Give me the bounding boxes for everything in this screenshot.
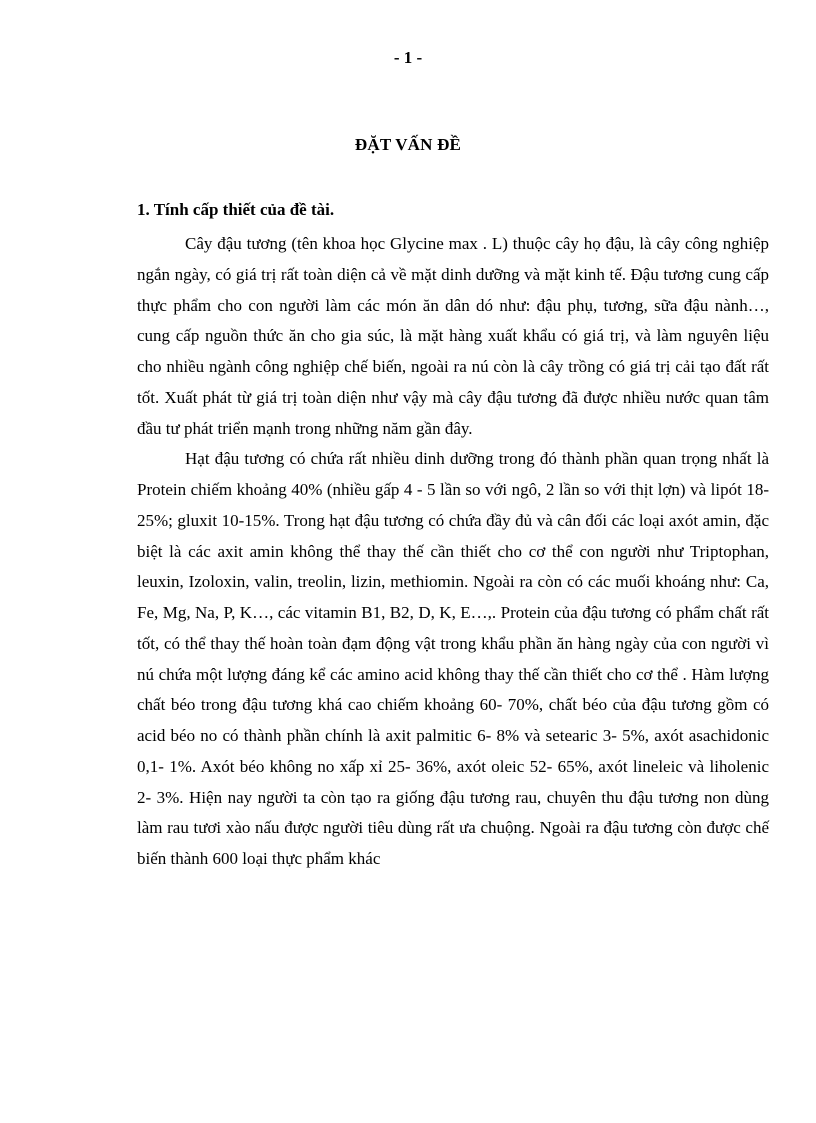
paragraph-1: Cây đậu tương (tên khoa học Glycine max . L) thuộc cây họ đậu, là cây công nghiệp ngắn ngày, có giá trị rất toàn diện cả về mặt dinh dưỡng và mặt kinh tế. Đậu tương cung cấp thực phẩm cho con người làm các món ăn dân dó như: đậu phụ, tương, sữa đậu nành…, cung cấp nguồn thức ăn cho gia súc, là mặt hàng xuất khẩu có giá trị, và làm nguyên liệu cho nhiều ngành công nghiệp chế biến, ngoài ra nú còn là cây trồng có giá trị cải tạo đất rất tốt. Xuất phát từ giá trị toàn diện như vậy mà cây đậu tương đã được nhiều nước quan tâm đầu tư phát triển mạnh trong những năm gần đây. [137,234,769,438]
document-title: ĐẶT VẤN ĐỀ [354,135,462,154]
section-heading: 1. Tính cấp thiết của đề tài. [137,200,335,219]
body-text [137,229,769,875]
page-number: - 1 - [393,48,423,67]
paragraph-2: Hạt đậu tương có chứa rất nhiều dinh dưỡng trong đó thành phần quan trọng nhất là Protein chiếm khoảng 40% (nhiều gấp 4 - 5 lần so với ngô, 2 lần so với thịt lợn) và lipót 18- 25%; gluxit 10-15%. Trong hạt đậu tương có chứa đầy đủ và cân đối các loại axót amin, đặc biệt là các axit amin không thể thay thế cần thiết cho cơ thể con người như Triptophan, leuxin, Izoloxin, valin, treolin, lizin, methiomin. Ngoài ra còn có các muối khoáng như: Ca, Fe, Mg, Na, P, K…, các vitamin B1, B2, D, K, E…,. Protein của đậu tương có phẩm chất rất tốt, có thể thay thế hoàn toàn đạm động vật trong khẩu phần ăn hàng ngày của con người vì nú chứa một lượng đáng kể các amino acid không thay thế cần thiết cho cơ thể . Hàm lượng chất béo trong đậu tương khá cao chiếm khoảng 60- 70%, chất béo của đậu tương gồm có acid béo no có thành phần chính là axit palmitic 6- 8% và setearic 3- 5%, axót asachidonic 0,1- 1%. Axót béo không no xấp xỉ 25- 36%, axót oleic 52- 65%, axót lineleic và liholenic 2- 3%. Hiện nay người ta còn tạo ra giống đậu tương rau, chuyên thu đậu tương non dùng làm rau tươi xào nấu được người tiêu dùng rất ưa chuộng. Ngoài ra đậu tương còn được chế biến thành 600 loại thực phẩm khác [137,449,769,868]
